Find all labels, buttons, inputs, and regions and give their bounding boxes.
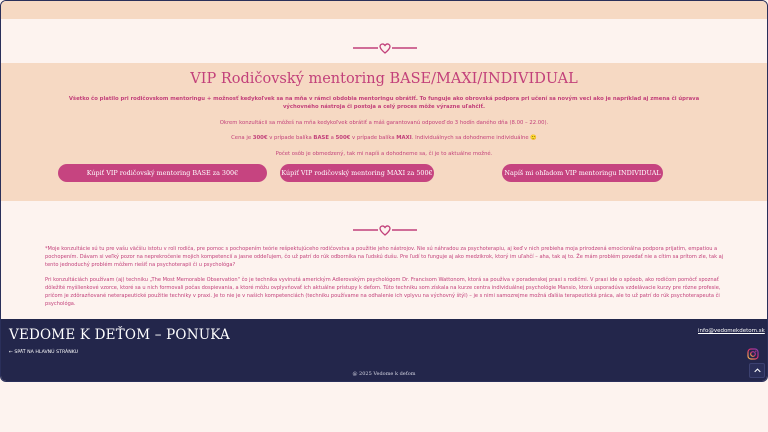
intro-text: Všetko čo platilo pri rodičovskom mentoringu + možnosť kedykoľvek sa na mňa v rámci obdobia mentoringu obrátiť. To funguje ako obrovská podpora pri učení sa novým veci ako je napríklad aj zmena či úprava výchovného nástroja či postoja a celý proces môže výrazne uľahčiť. [68, 96, 700, 110]
price-text-part: . Individuálnych sa dohodneme individuálne 🙂 [411, 135, 537, 141]
back-to-home-link[interactable]: ← SPÄŤ NA HLAVNÚ STRÁNKU [9, 350, 79, 355]
price-text-part: v prípade balíka [350, 135, 397, 141]
buy-base-button[interactable]: Kúpiť VIP rodičovský mentoring BASE za 300€ [58, 164, 267, 182]
price-text-part: Cena je [231, 135, 253, 141]
price-text-part: a [329, 135, 336, 141]
chevron-up-icon [754, 368, 761, 373]
price-base: 300€ [252, 135, 268, 141]
buy-maxi-button[interactable]: Kúpiť VIP rodičovský mentoring MAXI za 500€ [280, 164, 434, 182]
top-band [1, 1, 767, 19]
instagram-icon[interactable] [747, 348, 759, 360]
heart-divider-icon [353, 223, 417, 237]
heart-divider-icon [353, 41, 417, 55]
price-text-part: v prípade balíka [267, 135, 314, 141]
page-title: VIP Rodičovský mentoring BASE/MAXI/INDIVIDUAL [190, 71, 578, 87]
copyright-text: @ 2025 Vedome k deťom [352, 371, 416, 377]
contact-individual-button[interactable]: Napíš mi ohľadom VIP mentoringu INDIVIDUAL [502, 164, 663, 182]
availability-text: Okrem konzultácii sa môžeš na mňa kedykoľvek obrátiť a máš garantovanú odpoveď do 3 hodín daného dňa (8.00 – 22.00). [219, 120, 549, 126]
scroll-to-top-button[interactable] [749, 363, 765, 378]
package-maxi: MAXI [396, 135, 412, 141]
price-text [1, 135, 767, 141]
capacity-text: Počet osôb je obmedzený, tak mi napíš a dohodneme sa, či je to aktuálne možné. [275, 151, 493, 157]
price-maxi: 500€ [335, 135, 351, 141]
consultation-note: *Moje konzultácie sú tu pre vašu väčšiu istotu v roli rodiča, pre pomoc s pochopením teórie rešpektujúceho rodičovstva a použitie jeho nástrojov. Nie sú náhradou za psychoterapiu, aj keď v nich prebieha moja prirodzená emocionálna podpora prijatím, empatiou a pochopením. Dávam si veľký pozor na neprekročenie mojich kompetencií a jasne oddeľujem, čo už patrí do rúk odborníka na ľudskú dušu. Pre ľudí to funguje aj ako medzikrok, ktorý im uľahčí – aha, tak aj to. Že mám problém povedať nie a cítim sa prítom zle, tak aj tento jednoduchý problém môžem riešiť na psychoterapii či u psychológa? [45, 246, 724, 268]
footer-title: VEDOME K DEŤOM – PONUKA [9, 327, 230, 343]
package-base: BASE [313, 135, 329, 141]
technique-note: Pri konzultáciách používam (aj) techniku „The Most Memorable Observation" čo je technika vyvinutá americkým Adlerovským psychológom Dr. Francisom Wattonom, ktorá sa používa v poradenskej praxi s rodičmi. V praxi ide o spôsob, ako rodičom pomôcť spoznať dôležité myšlienkové vzorce, ktoré sa u nich formovali počas dospievania, a ktoré môžu ovplyvňovať ich aktuálne prístupy k deťom. Túto techniku som získala na kurze centra individuálnej psychológie Mansio, ktorá usporadúva vzdelávacie kurzy pre rôzne profesie, pričom je zdôrazňované neterapeutické použitie techniky v praxi. Je to nie je v našich kompetenciách (techniku používame na odhalenie ich vplyvu na výchovný štýl) – je s nimi samozrejme možná ďalšia terapeutická práca, ale to už patrí do rúk psychoterapeuta či psychológa. [45, 277, 721, 307]
email-link[interactable]: info@vedomekdetom.sk [698, 328, 765, 334]
